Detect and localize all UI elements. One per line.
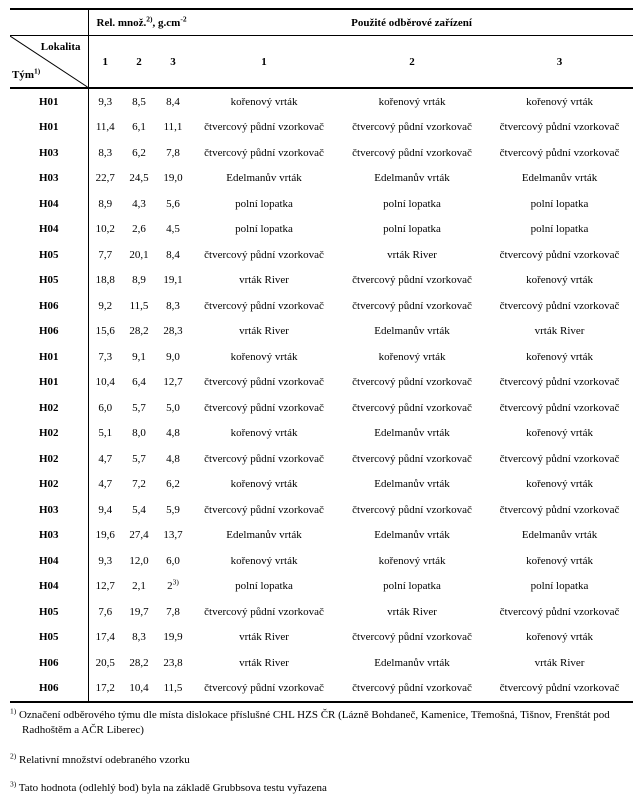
value-cell: 5,7 [132,452,146,465]
value-cell: 5,7 [132,401,146,414]
table-row [10,115,633,141]
value-cell: 20,1 [129,248,149,261]
device-cell: Edelmanův vrták [374,172,450,185]
value-cell: 18,8 [95,274,115,287]
value-cell: 9,3 [98,95,113,108]
device-cell: vrták River [534,325,585,338]
table-row [10,395,633,421]
value-cell: 5,6 [166,197,180,210]
value-cell: 27,4 [129,529,149,542]
device-cell: čtvercový půdní vzorkovač [352,631,472,644]
device-cell: Edelmanův vrták [374,478,450,491]
value-cell: 9,0 [166,350,180,363]
team-cell: H04 [10,574,88,600]
table-row [10,370,633,396]
value-cell: 13,7 [163,529,183,542]
device-cell: čtvercový půdní vzorkovač [499,605,620,618]
table-row [10,446,633,472]
value-cell: 2,6 [132,223,146,236]
device-cell: polní lopatka [383,223,441,236]
device-cell: čtvercový půdní vzorkovač [352,146,472,159]
value-cell: 6,1 [132,121,146,134]
team-cell: H04 [10,217,88,243]
device-column-header-3: 3 [486,36,633,89]
value-cell: 7,2 [132,478,146,491]
value-cell: 8,5 [132,95,146,108]
device-cell: Edelmanův vrták [374,656,450,669]
table-row [10,319,633,345]
value-cell: 19,1 [163,274,183,287]
corner-empty-cell [10,9,88,36]
device-cell: kořenový vrták [230,95,298,108]
device-cell: čtvercový půdní vzorkovač [190,676,338,703]
value-cell: 5,9 [166,503,180,516]
device-cell: polní lopatka [235,580,293,593]
device-cell: kořenový vrták [378,554,446,567]
device-cell: Edelmanův vrták [374,529,450,542]
rel-column-header-2: 2 [122,36,156,89]
value-cell: 10,4 [95,376,115,389]
device-cell: kořenový vrták [526,274,593,287]
value-cell: 5,1 [98,427,113,440]
team-cell: H05 [10,242,88,268]
device-cell: čtvercový půdní vzorkovač [499,401,620,414]
value-cell: 5,4 [132,503,146,516]
value-cell: 19,0 [163,172,183,185]
device-cell: čtvercový půdní vzorkovač [204,503,324,516]
device-cell: čtvercový půdní vzorkovač [352,503,472,516]
value-cell: 6,2 [132,146,146,159]
device-cell: vrták River [239,631,289,644]
device-cell: polní lopatka [530,223,589,236]
value-cell: 19,6 [95,529,115,542]
team-cell: H06 [10,676,88,703]
value-cell: 7,8 [166,146,180,159]
value-cell: 7,8 [166,605,180,618]
footnote-2-marker: 2) [10,751,17,761]
device-cell: vrták River [239,274,289,287]
team-cell: H02 [10,472,88,498]
device-cell: čtvercový půdní vzorkovač [352,401,472,414]
device-cell: Edelmanův vrták [374,325,450,338]
rel-column-header-3: 3 [156,36,190,89]
table-row [10,676,633,703]
value-cell: 12,0 [129,554,149,567]
footnote-3 [10,781,633,796]
device-cell: vrták River [387,248,437,261]
value-cell: 22,7 [95,172,115,185]
table-row [10,344,633,370]
device-cell: Edelmanův vrták [374,427,450,440]
device-cell: Edelmanův vrták [521,529,598,542]
value-cell: 7,7 [98,248,113,261]
device-cell: kořenový vrták [230,427,298,440]
device-cell: čtvercový půdní vzorkovač [352,299,472,312]
device-cell: čtvercový půdní vzorkovač [499,452,620,465]
device-cell: čtvercový půdní vzorkovač [499,299,620,312]
device-cell: čtvercový půdní vzorkovač [499,146,620,159]
value-cell: 11,5 [129,299,149,312]
device-cell: kořenový vrták [378,95,446,108]
value-cell: 11,5 [156,676,190,703]
device-cell: polní lopatka [530,197,589,210]
table-row [10,574,633,600]
value-cell: 11,1 [163,121,183,134]
device-cell: čtvercový půdní vzorkovač [204,121,324,134]
value-cell: 2$^{3)}$ [167,577,179,593]
value-cell: 8,9 [132,274,146,287]
table-row [10,293,633,319]
value-cell: 12,7 [95,580,115,593]
header-subcolumn-row [10,36,633,89]
value-cell: 5,0 [166,401,180,414]
table-row [10,421,633,447]
table-row [10,472,633,498]
corner-diagonal-cell [10,36,88,89]
team-cell: H02 [10,421,88,447]
table-row [10,140,633,166]
device-cell: čtvercový půdní vzorkovač [204,299,324,312]
device-cell: čtvercový půdní vzorkovač [204,146,324,159]
device-cell: kořenový vrták [230,350,298,363]
device-cell: polní lopatka [383,580,441,593]
device-cell: čtvercový půdní vzorkovač [352,121,472,134]
device-cell: čtvercový půdní vzorkovač [499,376,620,389]
footnote-1-marker: 1) [10,706,17,716]
value-cell: 4,3 [132,197,146,210]
footnote-3-text: Tato hodnota (odlehlý bod) byla na základě Grubbsova testu vyřazena [18,782,327,794]
device-cell: čtvercový půdní vzorkovač [204,605,324,618]
value-cell: 12,7 [163,376,183,389]
value-cell: 19,7 [129,605,149,618]
team-cell: H04 [10,191,88,217]
value-cell: 4,5 [166,223,180,236]
device-cell: kořenový vrták [526,350,593,363]
device-cell: čtvercový půdní vzorkovač [204,248,324,261]
device-cell: kořenový vrták [230,554,298,567]
team-cell: H05 [10,599,88,625]
footnote-2 [10,753,633,768]
device-cell: čtvercový půdní vzorkovač [499,503,620,516]
value-cell: 4,7 [98,478,113,491]
device-cell: polní lopatka [530,580,589,593]
device-cell: Edelmanův vrták [226,172,302,185]
device-cell: čtvercový půdní vzorkovač [204,401,324,414]
device-cell: čtvercový půdní vzorkovač [204,376,324,389]
value-cell: 20,5 [95,656,115,669]
device-cell: vrták River [534,656,585,669]
table-row [10,166,633,192]
device-cell: kořenový vrták [378,350,446,363]
value-cell: 17,4 [95,631,115,644]
table-row [10,242,633,268]
table-row [10,599,633,625]
value-cell: 2,1 [132,580,146,593]
table-row [10,625,633,651]
device-cell: vrták River [239,325,289,338]
team-cell: H01 [10,115,88,141]
device-column-header-1: 1 [190,36,338,89]
value-cell: 8,4 [166,95,180,108]
device-cell: čtvercový půdní vzorkovač [486,676,633,703]
team-cell: H03 [10,166,88,192]
device-cell: kořenový vrták [526,95,593,108]
table-row [10,88,633,115]
device-cell: kořenový vrták [230,478,298,491]
team-cell: H06 [10,650,88,676]
value-cell: 6,0 [98,401,113,414]
value-cell: 28,2 [129,325,149,338]
device-group-header: Použité odběrové zařízení [190,9,633,36]
team-cell: H01 [10,88,88,115]
team-cell: H06 [10,293,88,319]
value-cell: 9,2 [98,299,113,312]
value-cell: 4,7 [98,452,113,465]
table-row [10,650,633,676]
value-cell: 6,4 [132,376,146,389]
device-cell: kořenový vrták [526,554,593,567]
table-row [10,523,633,549]
team-cell: H05 [10,625,88,651]
value-cell: 6,2 [166,478,180,491]
team-cell: H05 [10,268,88,294]
value-cell: 10,4 [122,676,156,703]
device-cell: čtvercový půdní vzorkovač [499,121,620,134]
team-cell: H01 [10,344,88,370]
value-cell: 8,4 [166,248,180,261]
device-cell: čtvercový půdní vzorkovač [352,274,472,287]
device-cell: čtvercový půdní vzorkovač [499,248,620,261]
device-cell: kořenový vrták [526,427,593,440]
value-cell: 28,2 [129,656,149,669]
value-cell: 10,2 [95,223,115,236]
value-cell: 4,8 [166,427,180,440]
value-cell: 9,3 [98,554,113,567]
team-cell: H01 [10,370,88,396]
value-cell: 28,3 [163,325,183,338]
value-cell: 23,8 [163,656,183,669]
sampling-results-table [10,8,633,703]
corner-label-tym: Tým$^{1)}$ [12,66,41,81]
device-column-header-2: 2 [338,36,486,89]
device-cell: čtvercový půdní vzorkovač [338,676,486,703]
device-cell: vrták River [239,656,289,669]
footnotes [10,708,633,796]
team-cell: H03 [10,523,88,549]
value-cell: 8,0 [132,427,146,440]
device-cell: polní lopatka [235,197,293,210]
table-row [10,548,633,574]
table-row [10,191,633,217]
team-cell: H06 [10,319,88,345]
value-cell: 8,3 [98,146,113,159]
footnote-3-marker: 3) [10,779,17,789]
value-cell: 4,8 [166,452,180,465]
device-cell: čtvercový půdní vzorkovač [352,452,472,465]
rel-amount-group-header: Rel. množ.$^{2)}$, $g.cm^{-2}$ [88,9,190,36]
value-cell: 19,9 [163,631,183,644]
value-cell: 8,3 [132,631,146,644]
value-cell: 9,4 [98,503,113,516]
value-cell: 7,6 [98,605,113,618]
table-row [10,268,633,294]
value-cell: 24,5 [129,172,149,185]
table-body [10,88,633,702]
device-cell: čtvercový půdní vzorkovač [352,376,472,389]
value-cell: 7,3 [98,350,113,363]
device-cell: kořenový vrták [526,478,593,491]
footnote-1 [10,708,633,738]
device-cell: polní lopatka [383,197,441,210]
value-cell: 8,9 [98,197,113,210]
value-cell: 9,1 [132,350,146,363]
value-cell: 15,6 [95,325,115,338]
table-row [10,217,633,243]
header-group-row [10,9,633,36]
corner-label-lokalita: Lokalita [40,41,81,53]
value-cell: 17,2 [88,676,122,703]
value-cell: 11,4 [95,121,115,134]
device-cell: čtvercový půdní vzorkovač [204,452,324,465]
device-cell: Edelmanův vrták [521,172,598,185]
footnote-1-text: Označení odběrového týmu dle místa dislokace příslušné CHL HZS ČR (Lázně Bohdaneč, Kamenice, Třemošná, Tišnov, Frenštát pod Radhoštěm a AČR Liberec) [18,709,610,736]
device-cell: Edelmanův vrták [226,529,302,542]
footnote-2-text: Relativní množství odebraného vzorku [18,754,190,766]
table-row [10,497,633,523]
team-cell: H03 [10,497,88,523]
value-cell: 6,0 [166,554,180,567]
device-cell: vrták River [387,605,437,618]
rel-column-header-1: 1 [88,36,122,89]
team-cell: H03 [10,140,88,166]
team-cell: H04 [10,548,88,574]
device-cell: polní lopatka [235,223,293,236]
device-cell: kořenový vrták [526,631,593,644]
value-cell: 8,3 [166,299,180,312]
team-cell: H02 [10,395,88,421]
team-cell: H02 [10,446,88,472]
